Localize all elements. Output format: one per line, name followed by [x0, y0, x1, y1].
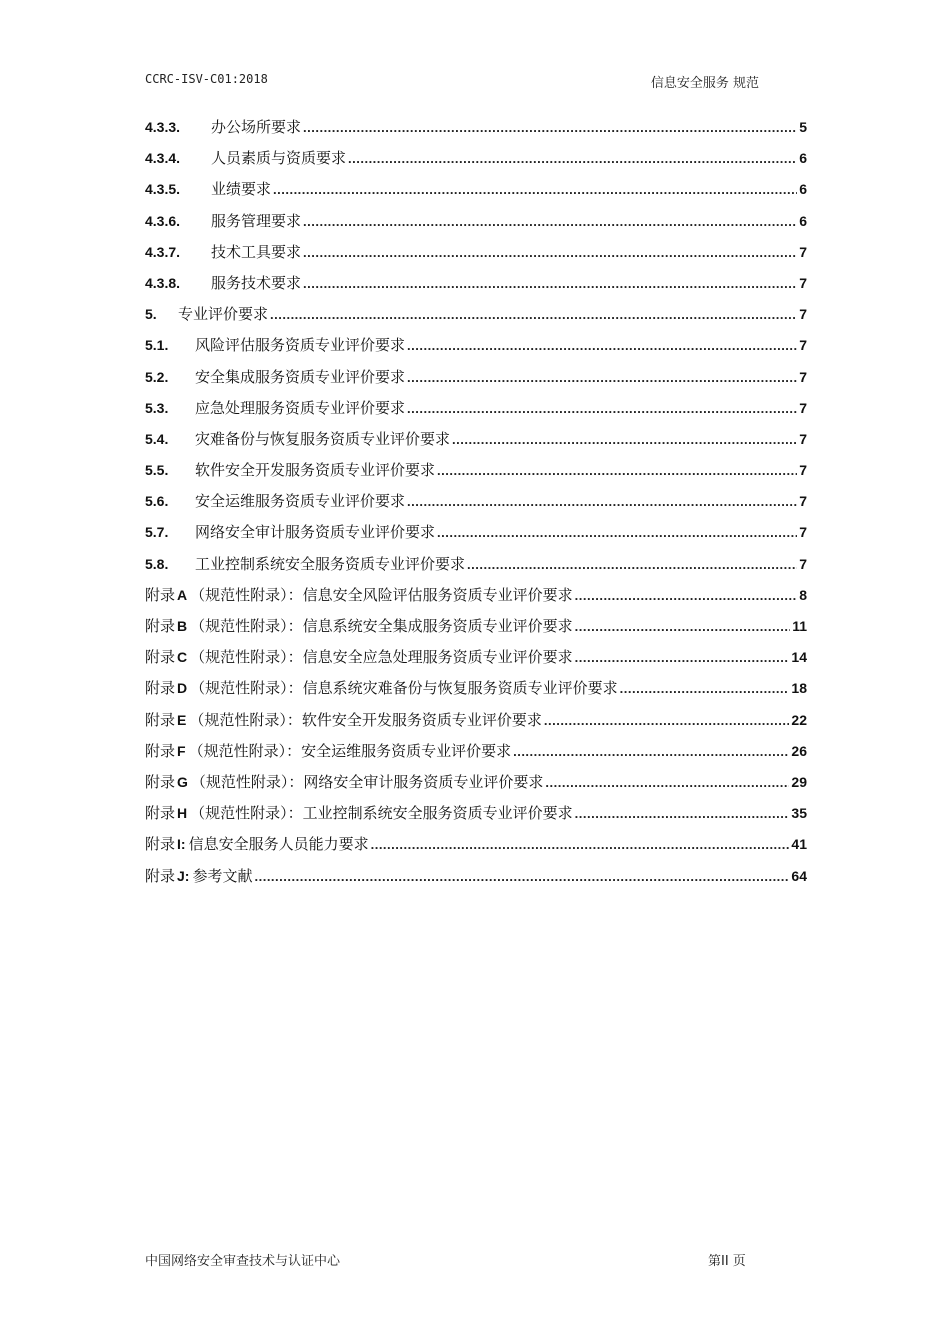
toc-entry-page: 5 [799, 119, 807, 135]
appendix-title-group [145, 771, 543, 792]
table-of-contents [145, 116, 807, 896]
appendix-letter: C [177, 649, 188, 666]
toc-entry-number: 4.3.6. [145, 212, 181, 229]
toc-entry-title: 灾难备份与恢复服务资质专业评价要求 [195, 429, 451, 448]
toc-entry-page: 6 [799, 181, 807, 198]
appendix-letter: G [177, 773, 188, 790]
appendix-letter: B [177, 618, 188, 634]
appendix-title: （规范性附录）：信息系统灾难备份与恢复服务资质专业评价要求 [190, 679, 618, 698]
toc-entry-number: 4.3.8. [145, 274, 181, 291]
toc-entry-number: 5.4. [145, 430, 169, 447]
toc-entry-page: 18 [791, 680, 807, 697]
toc-entry-number: 4.3.3. [145, 119, 181, 135]
toc-entry-page: 8 [799, 586, 807, 603]
toc-dot-leader [575, 806, 790, 821]
toc-dot-leader [303, 276, 797, 291]
appendix-prefix: 附录 [145, 804, 176, 823]
toc-entry-page: 22 [791, 711, 807, 728]
appendix-title-group [145, 584, 573, 605]
appendix-letter: F [177, 742, 186, 759]
toc-entry-title: 网络安全审计服务资质专业评价要求 [195, 523, 436, 542]
toc-entry-title: 业绩要求 [211, 180, 272, 199]
toc-entry-page: 7 [799, 462, 807, 479]
appendix-prefix: 附录 [145, 835, 176, 854]
appendix-title-group [145, 865, 252, 886]
toc-entry-number: 5.5. [145, 462, 169, 479]
toc-entry-page: 7 [799, 306, 807, 323]
toc-entry-number: 4.3.4. [145, 150, 181, 167]
toc-entry[interactable] [145, 366, 807, 397]
toc-appendix-entry[interactable] [145, 584, 807, 615]
toc-entry-title: 服务技术要求 [211, 273, 302, 292]
toc-entry-page: 41 [791, 836, 807, 853]
toc-entry-page: 29 [791, 773, 807, 790]
toc-appendix-entry[interactable] [145, 802, 807, 833]
toc-appendix-entry[interactable] [145, 677, 807, 708]
toc-entry[interactable] [145, 147, 807, 178]
toc-entry-title: 服务管理要求 [211, 211, 302, 230]
toc-entry[interactable] [145, 178, 807, 209]
appendix-title-group [145, 646, 573, 667]
toc-entry[interactable] [145, 210, 807, 241]
toc-entry-page: 6 [799, 212, 807, 229]
toc-entry-title: 办公场所要求 [211, 118, 302, 136]
appendix-letter: H [177, 805, 188, 822]
toc-dot-leader [270, 307, 797, 322]
toc-dot-leader [371, 837, 790, 852]
toc-entry-title: 工业控制系统安全服务资质专业评价要求 [195, 554, 466, 573]
appendix-prefix: 附录 [145, 648, 176, 667]
appendix-title: 信息安全服务人员能力要求 [188, 835, 369, 854]
toc-entry-title: 安全运维服务资质专业评价要求 [195, 492, 406, 511]
toc-dot-leader [407, 338, 797, 353]
header-doc-code: CCRC-ISV-C01:2018 [145, 72, 268, 86]
toc-appendix-entry[interactable] [145, 740, 807, 771]
toc-dot-leader [452, 432, 797, 447]
toc-entry-page: 6 [799, 150, 807, 167]
toc-entry[interactable] [145, 521, 807, 552]
appendix-title-group [145, 740, 511, 761]
appendix-letter: I: [177, 836, 186, 853]
toc-entry-page: 7 [799, 555, 807, 572]
toc-dot-leader [575, 650, 790, 665]
toc-entry-page: 26 [791, 742, 807, 759]
appendix-title: （规范性附录）：信息系统安全集成服务资质专业评价要求 [190, 617, 573, 635]
appendix-title: （规范性附录）：工业控制系统安全服务资质专业评价要求 [190, 804, 573, 823]
toc-entry[interactable] [145, 241, 807, 272]
toc-entry-page: 64 [791, 867, 807, 884]
toc-appendix-entry[interactable] [145, 646, 807, 677]
appendix-letter: J: [177, 867, 190, 884]
footer-page-number: 第II 页 [708, 1254, 746, 1269]
appendix-title-group [145, 677, 618, 698]
appendix-title-group [145, 802, 573, 823]
toc-entry-page: 7 [799, 368, 807, 385]
toc-entry[interactable] [145, 459, 807, 490]
toc-entry-number: 5.8. [145, 555, 169, 572]
appendix-title-group [145, 615, 573, 636]
toc-dot-leader [467, 557, 797, 572]
toc-appendix-entry[interactable] [145, 771, 807, 802]
toc-entry-page: 7 [799, 399, 807, 416]
toc-entry-title: 人员素质与资质要求 [211, 149, 347, 168]
toc-dot-leader [303, 120, 797, 135]
appendix-title: （规范性附录）：信息安全风险评估服务资质专业评价要求 [190, 585, 573, 604]
appendix-title-group [145, 709, 542, 730]
toc-entry[interactable] [145, 428, 807, 459]
toc-dot-leader [273, 182, 797, 197]
toc-entry-page: 35 [791, 805, 807, 822]
toc-dot-leader [407, 494, 797, 509]
appendix-prefix: 附录 [145, 617, 176, 635]
toc-entry[interactable] [145, 334, 807, 365]
appendix-prefix: 附录 [145, 866, 176, 885]
toc-dot-leader [513, 744, 789, 759]
toc-entry-number: 4.3.5. [145, 181, 181, 198]
appendix-title: 参考文献 [192, 866, 253, 885]
toc-entry-page: 14 [791, 649, 807, 666]
toc-entry-number: 5.7. [145, 524, 169, 541]
toc-appendix-entry[interactable] [145, 833, 807, 864]
toc-entry-page: 7 [799, 274, 807, 291]
toc-dot-leader [407, 401, 797, 416]
appendix-letter: A [177, 586, 188, 603]
toc-entry-number: 5. [145, 306, 157, 323]
appendix-prefix: 附录 [145, 772, 176, 791]
toc-dot-leader [437, 463, 797, 478]
appendix-title: （规范性附录）：网络安全审计服务资质专业评价要求 [190, 772, 544, 791]
toc-entry-title: 应急处理服务资质专业评价要求 [195, 398, 406, 417]
toc-appendix-entry[interactable] [145, 709, 807, 740]
appendix-title: （规范性附录）：软件安全开发服务资质专业评价要求 [189, 710, 542, 729]
appendix-prefix: 附录 [145, 585, 176, 604]
toc-entry[interactable] [145, 397, 807, 428]
toc-appendix-entry[interactable] [145, 865, 807, 896]
toc-entry-page: 7 [799, 493, 807, 510]
toc-entry-title: 安全集成服务资质专业评价要求 [195, 367, 406, 386]
toc-dot-leader [407, 370, 797, 385]
toc-entry-number: 5.1. [145, 337, 169, 354]
appendix-prefix: 附录 [145, 741, 176, 760]
toc-entry-title: 技术工具要求 [211, 242, 302, 261]
toc-entry-page: 11 [792, 618, 807, 634]
toc-entry-number: 4.3.7. [145, 243, 181, 260]
appendix-prefix: 附录 [145, 710, 176, 729]
toc-dot-leader [303, 245, 797, 260]
toc-entry-number: 5.3. [145, 399, 169, 416]
toc-dot-leader [575, 619, 791, 634]
appendix-prefix: 附录 [145, 679, 176, 698]
appendix-letter: E [177, 711, 187, 728]
toc-dot-leader [620, 681, 790, 696]
header-doc-title: 信息安全服务 规范 [650, 76, 759, 91]
appendix-title-group [145, 833, 369, 854]
toc-entry[interactable] [145, 553, 807, 584]
toc-entry-number: 5.6. [145, 493, 169, 510]
toc-entry[interactable] [145, 303, 807, 334]
toc-entry-page: 7 [799, 524, 807, 541]
toc-entry-title: 专业评价要求 [178, 305, 269, 324]
toc-entry-title: 风险评估服务资质专业评价要求 [195, 336, 406, 355]
toc-entry[interactable] [145, 490, 807, 521]
toc-dot-leader [437, 525, 797, 540]
toc-entry[interactable] [145, 272, 807, 303]
toc-dot-leader [544, 713, 790, 728]
appendix-title: （规范性附录）：信息安全应急处理服务资质专业评价要求 [190, 648, 573, 667]
toc-entry-page: 7 [799, 337, 807, 354]
toc-entry-number: 5.2. [145, 368, 169, 385]
toc-dot-leader [348, 151, 797, 166]
toc-entry[interactable] [145, 116, 807, 147]
toc-dot-leader [303, 214, 797, 229]
appendix-title: （规范性附录）：安全运维服务资质专业评价要求 [188, 741, 512, 760]
toc-dot-leader [545, 775, 789, 790]
appendix-letter: D [177, 680, 188, 697]
footer-organization: 中国网络安全审查技术与认证中心 [145, 1254, 341, 1269]
toc-entry-page: 7 [799, 243, 807, 260]
toc-entry-page: 7 [799, 430, 807, 447]
toc-entry-title: 软件安全开发服务资质专业评价要求 [195, 461, 436, 480]
toc-dot-leader [575, 588, 798, 603]
toc-appendix-entry[interactable] [145, 615, 807, 646]
toc-dot-leader [254, 869, 789, 884]
